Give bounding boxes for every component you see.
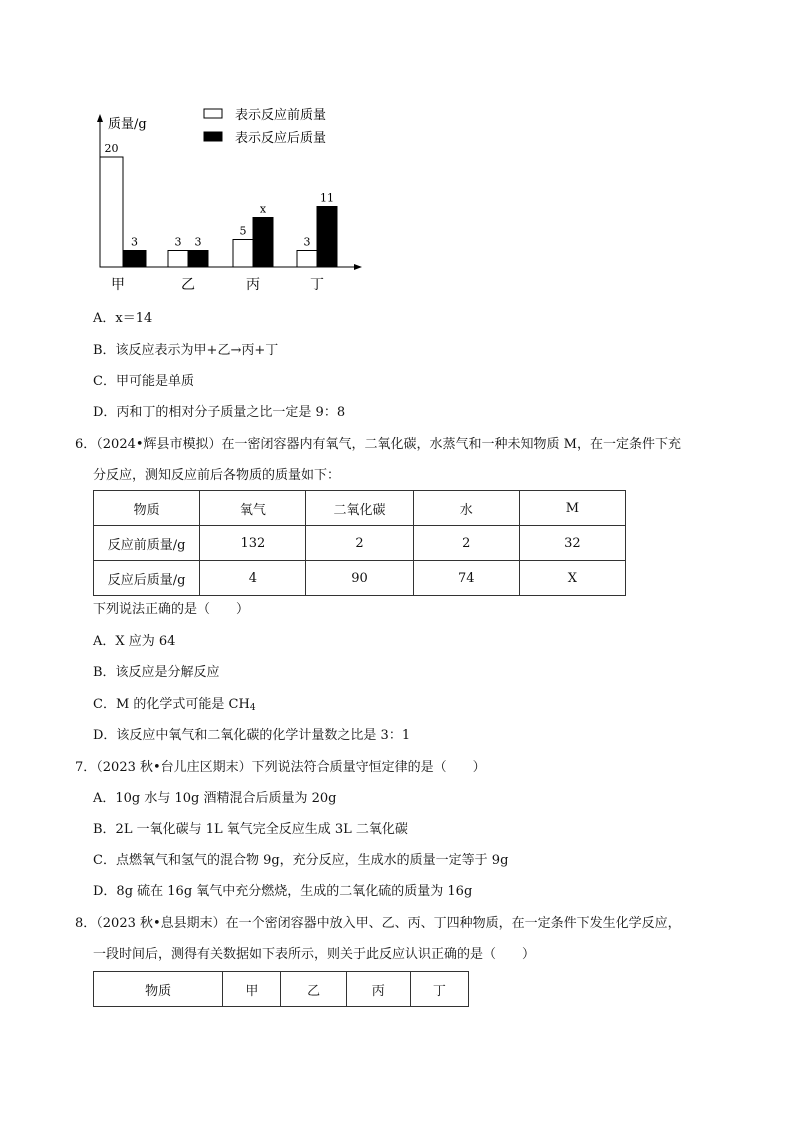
table-row <box>94 491 626 526</box>
data-label: 3 <box>174 235 182 249</box>
bar-丁-before <box>297 251 317 268</box>
table-cell: 反应前质量/g <box>94 526 200 561</box>
q6-option-b: B．该反应是分解反应 <box>93 665 220 680</box>
bar-丙-before <box>233 240 253 268</box>
data-label: 5 <box>239 224 247 238</box>
table-row <box>94 526 626 561</box>
q7-option-c: C．点燃氧气和氢气的混合物 9g，充分反应，生成水的质量一定等于 9g <box>93 853 509 868</box>
q5-option-c: C．甲可能是单质 <box>93 374 194 389</box>
q8-stem-line1: 8．（2023 秋•息县期末）在一个密闭容器中放入甲、乙、丙、丁四种物质，在一定条件下发生化学反应， <box>75 916 681 931</box>
bar-chart <box>80 100 380 300</box>
table-cell: 反应后质量/g <box>94 561 200 596</box>
table-cell: 32 <box>519 526 625 561</box>
q7-option-b: B．2L 一氧化碳与 1L 氧气完全反应生成 3L 二氧化碳 <box>93 822 408 837</box>
q5-option-b: B．该反应表示为甲+乙→丙+丁 <box>93 343 279 358</box>
legend-swatch-2 <box>204 132 222 141</box>
q7-option-a: A．10g 水与 10g 酒精混合后质量为 20g <box>93 791 337 806</box>
table-cell: 乙 <box>281 972 346 1007</box>
table-cell: 氧气 <box>200 491 306 526</box>
table-row <box>94 972 469 1007</box>
legend-label-1: 表示反应前质量 <box>235 108 327 123</box>
bar-丁-after <box>317 207 337 268</box>
bar-乙-after <box>188 251 208 268</box>
x-axis-arrow <box>354 264 362 270</box>
table-cell: 甲 <box>223 972 281 1007</box>
table-cell: 74 <box>413 561 519 596</box>
q5-option-d: D．丙和丁的相对分子质量之比一定是 9：8 <box>93 405 346 420</box>
x-tick-label: 乙 <box>181 277 195 293</box>
q5-option-a: A．x＝14 <box>93 311 153 326</box>
data-label: 20 <box>104 142 119 155</box>
data-label: 3 <box>131 235 138 249</box>
table-cell: 4 <box>200 561 306 596</box>
q6-stem-line1: 6．（2024•辉县市模拟）在一密闭容器内有氧气，二氧化碳，水蒸气和一种未知物质 M，在一定条件下充 <box>75 437 681 452</box>
q8-table <box>93 971 469 1007</box>
q6-option-c-text: C．M 的化学式可能是 CH <box>93 697 250 712</box>
table-cell: 2 <box>413 526 519 561</box>
table-cell: 丙 <box>346 972 410 1007</box>
q6-prompt: 下列说法正确的是（ ） <box>93 602 250 617</box>
bar-丙-after <box>253 218 273 268</box>
legend-swatch-1 <box>204 109 222 118</box>
x-tick-label: 丁 <box>310 277 324 293</box>
bar-甲-after <box>123 251 146 268</box>
table-cell: 90 <box>306 561 413 596</box>
y-axis-label: 质量/g <box>108 117 147 132</box>
q7-option-d: D．8g 硫在 16g 氧气中充分燃烧，生成的二氧化硫的质量为 16g <box>93 884 473 899</box>
legend-label-2: 表示反应后质量 <box>235 131 327 146</box>
data-label: x <box>259 202 267 216</box>
q6-option-c-subscript: 4 <box>249 703 256 713</box>
y-axis-arrow <box>97 114 103 122</box>
data-label: 3 <box>194 235 202 249</box>
table-cell: X <box>519 561 625 596</box>
table-cell: 2 <box>306 526 413 561</box>
bar-乙-before <box>168 251 188 268</box>
table-row <box>94 561 626 596</box>
table-cell: M <box>519 491 625 526</box>
q6-stem-line2: 分反应，测知反应前后各物质的质量如下： <box>93 468 341 483</box>
table-cell: 物质 <box>94 491 200 526</box>
data-label: 3 <box>303 235 311 249</box>
table-cell: 水 <box>413 491 519 526</box>
q6-option-a: A．X 应为 64 <box>93 634 176 649</box>
bar-甲-before <box>100 157 123 267</box>
x-tick-label: 丙 <box>246 277 260 293</box>
q7-stem: 7．（2023 秋•台儿庄区期末）下列说法符合质量守恒定律的是（ ） <box>75 760 486 775</box>
table-cell: 132 <box>200 526 306 561</box>
x-tick-label: 甲 <box>111 277 125 293</box>
q6-table <box>93 490 626 596</box>
table-cell: 二氧化碳 <box>306 491 413 526</box>
q6-option-d: D．该反应中氧气和二氧化碳的化学计量数之比是 3：1 <box>93 728 411 743</box>
data-label: 11 <box>320 191 334 205</box>
q6-option-c <box>93 697 256 716</box>
q8-stem-line2: 一段时间后，测得有关数据如下表所示，则关于此反应认识正确的是（ ） <box>93 947 536 962</box>
table-cell: 物质 <box>94 972 223 1007</box>
table-cell: 丁 <box>410 972 468 1007</box>
